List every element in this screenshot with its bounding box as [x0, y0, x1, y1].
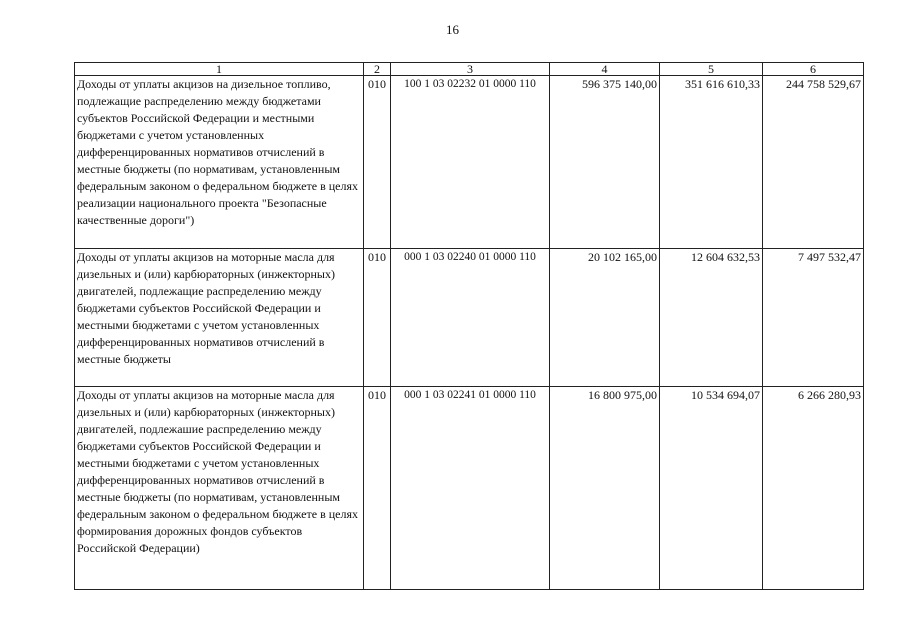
page-number: 16: [446, 22, 459, 37]
row-budget-classification-code: 100 1 03 02232 01 0000 110: [391, 76, 550, 249]
column-header-1: 1: [75, 63, 364, 76]
row-amount-col4: 596 375 140,00: [550, 76, 660, 249]
row-amount-col5: 12 604 632,53: [660, 248, 763, 386]
column-header-3: 3: [391, 63, 550, 76]
row-line-code: 010: [364, 76, 391, 249]
column-header-4: 4: [550, 63, 660, 76]
row-amount-col6: 6 266 280,93: [763, 387, 864, 590]
row-amount-col4: 16 800 975,00: [550, 387, 660, 590]
row-budget-classification-code: 000 1 03 02241 01 0000 110: [391, 387, 550, 590]
column-header-6: 6: [763, 63, 864, 76]
row-amount-col5: 351 616 610,33: [660, 76, 763, 249]
row-line-code: 010: [364, 248, 391, 386]
row-amount-col5: 10 534 694,07: [660, 387, 763, 590]
row-amount-col6: 7 497 532,47: [763, 248, 864, 386]
table-header-row: [75, 63, 864, 76]
row-amount-col4: 20 102 165,00: [550, 248, 660, 386]
table-row: [75, 76, 864, 249]
row-line-code: 010: [364, 387, 391, 590]
row-income-name: Доходы от уплаты акцизов на дизельное топливо, подлежащие распределению между бюджетами субъектов Российской Федерации и местными бюджетами с учетом установленных дифференцированных нормативов отчислений в местные бюджеты (по нормативам, установленным федеральным законом о федеральном бюджете в целях реализации национального проекта "Безопасные качественные дороги"): [75, 76, 364, 249]
row-amount-col6: 244 758 529,67: [763, 76, 864, 249]
row-income-name: Доходы от уплаты акцизов на моторные масла для дизельных и (или) карбюраторных (инжекторных) двигателей, подлежашие распределению между бюджетами субъектов Российской Федерации и местными бюджетами с учетом установленных дифференцированных нормативов отчислений в местные бюджеты (по нормативам, установленным федеральным законом о федеральном бюджете в целях формирования дорожных фондов субъектов Российской Федерации): [75, 387, 364, 590]
table-row: [75, 248, 864, 386]
column-header-5: 5: [660, 63, 763, 76]
column-header-2: 2: [364, 63, 391, 76]
table-row: [75, 387, 864, 590]
row-budget-classification-code: 000 1 03 02240 01 0000 110: [391, 248, 550, 386]
row-income-name: Доходы от уплаты акцизов на моторные масла для дизельных и (или) карбюраторных (инжекторных) двигателей, подлежащие распределению между бюджетами субъектов Российской Федерации и местными бюджетами с учетом установленных дифференцированных нормативов отчислений в местные бюджеты: [75, 248, 364, 386]
budget-table: [74, 62, 864, 590]
